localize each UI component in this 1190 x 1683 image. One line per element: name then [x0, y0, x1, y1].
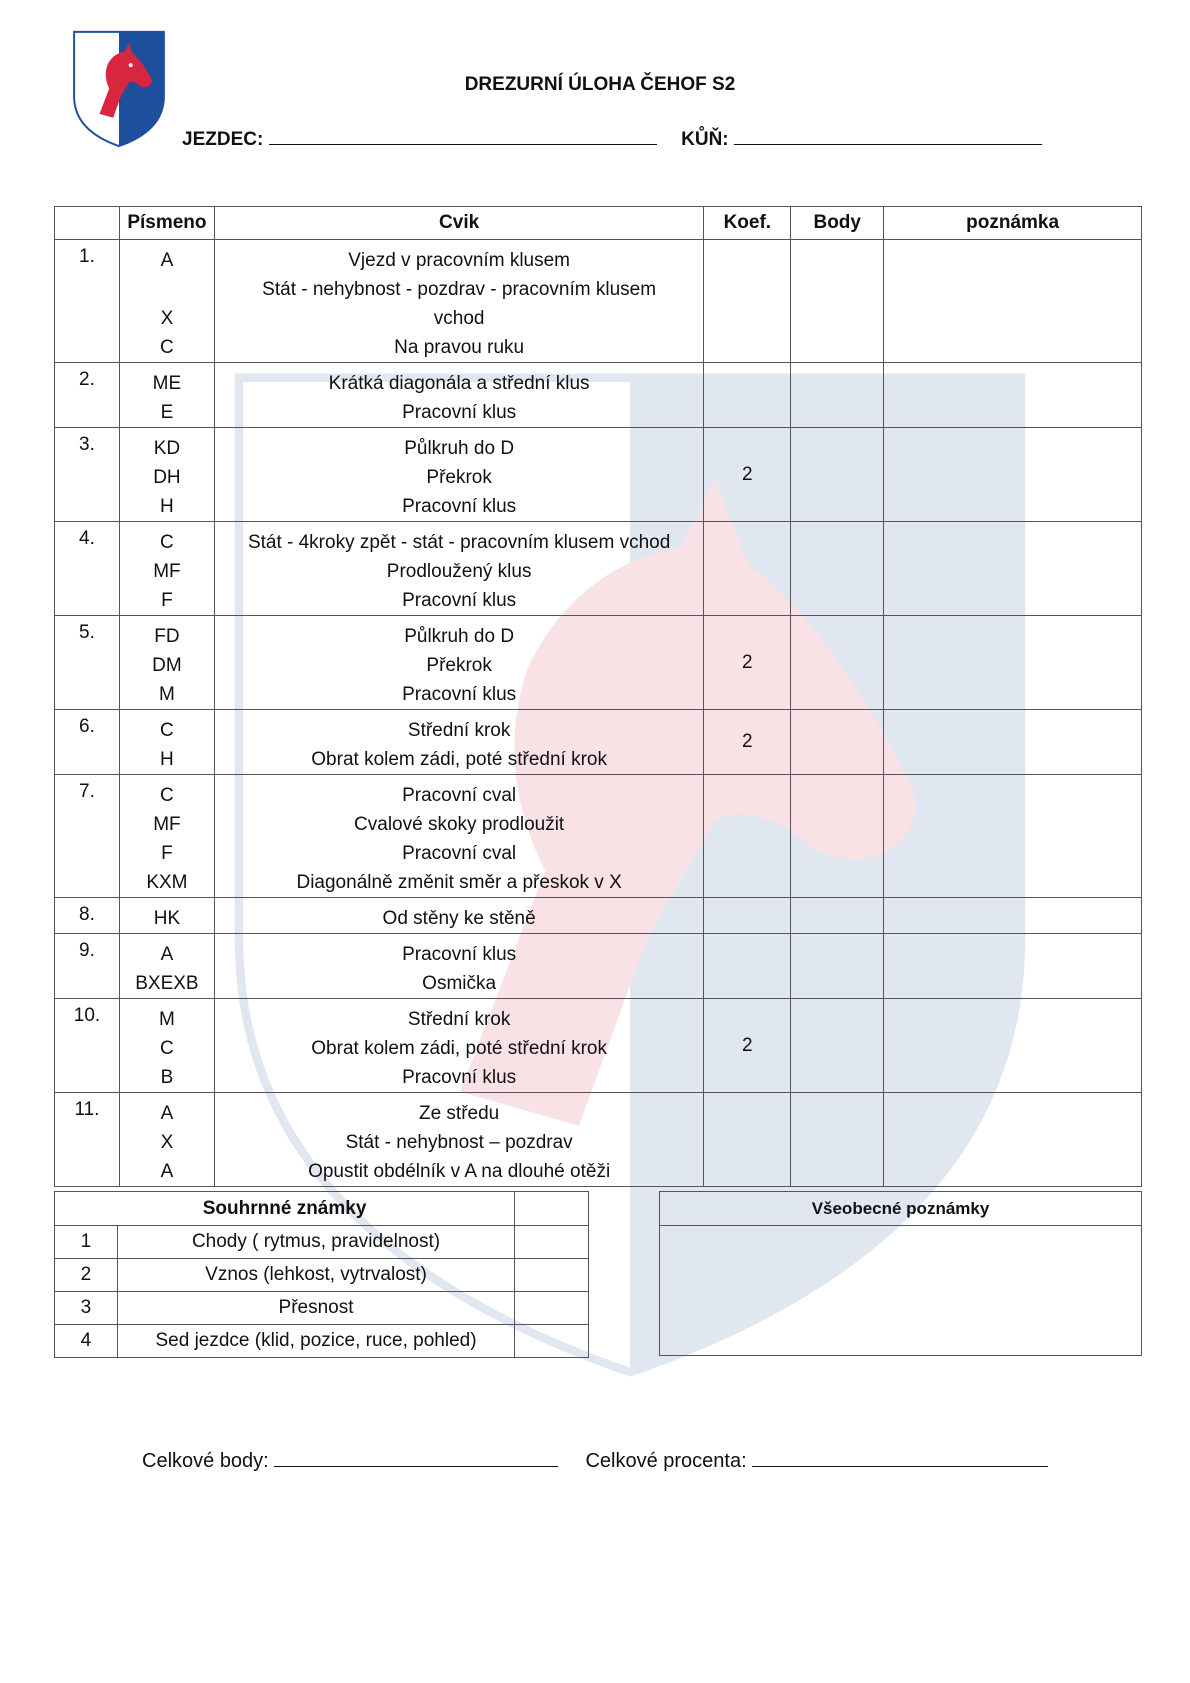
points-field[interactable] [791, 616, 884, 710]
header-exercise: Cvik [214, 207, 703, 240]
arena-letter: H [160, 749, 174, 770]
row-coefficient [704, 775, 791, 898]
arena-letter: DH [153, 467, 181, 488]
points-field[interactable] [791, 775, 884, 898]
row-letters [119, 999, 214, 1093]
row-number: 11. [55, 1093, 120, 1187]
exercise-text: Ze středu [418, 1103, 500, 1124]
table-row [55, 999, 1142, 1093]
row-exercises [214, 934, 703, 999]
note-field[interactable] [884, 240, 1142, 363]
row-exercises [214, 999, 703, 1093]
exercise-text: Stát - nehybnost - pozdrav - pracovním klusem [262, 279, 657, 300]
arena-letter: ME [152, 373, 182, 394]
row-exercises [214, 522, 703, 616]
note-field[interactable] [884, 616, 1142, 710]
arena-letter: M [159, 684, 175, 705]
summary-header-row [55, 1192, 589, 1226]
exercise-text: Pracovní klus [402, 1067, 517, 1088]
arena-letter: F [161, 843, 173, 864]
arena-letter: FD [154, 626, 180, 647]
row-number: 7. [55, 775, 120, 898]
summary-score-field[interactable] [515, 1259, 589, 1292]
arena-letter: H [160, 496, 174, 517]
summary-score-field[interactable] [515, 1292, 589, 1325]
notes-header: Všeobecné poznámky [660, 1192, 1142, 1226]
summary-label: Přesnost [117, 1292, 514, 1325]
exercise-text: Půlkruh do D [404, 438, 515, 459]
exercise-text: Stát - 4kroky zpět - stát - pracovním klusem vchod [247, 532, 671, 553]
exercise-text: Diagonálně změnit směr a přeskok v X [296, 872, 622, 893]
header-note: poznámka [884, 207, 1142, 240]
exercise-text: Obrat kolem zádi, poté střední krok [311, 749, 607, 770]
summary-row [55, 1292, 589, 1325]
row-letters [119, 428, 214, 522]
summary-number: 2 [55, 1259, 118, 1292]
horse-name-field[interactable] [734, 126, 1042, 145]
points-field[interactable] [791, 710, 884, 775]
arena-letter: F [161, 590, 173, 611]
general-notes-field[interactable] [660, 1226, 1142, 1356]
row-number: 9. [55, 934, 120, 999]
horse-label: KŮŇ: [681, 129, 729, 150]
points-field[interactable] [791, 428, 884, 522]
exercise-text: Pracovní klus [402, 684, 517, 705]
points-field[interactable] [791, 522, 884, 616]
arena-letter: E [160, 402, 174, 423]
exercise-text: Na pravou ruku [394, 337, 525, 358]
note-field[interactable] [884, 363, 1142, 428]
row-letters [119, 616, 214, 710]
exercise-text: Vjezd v pracovním klusem [348, 250, 570, 271]
exercise-text: Střední krok [407, 1009, 511, 1030]
exercise-text: Stát - nehybnost – pozdrav [345, 1132, 573, 1153]
summary-label: Chody ( rytmus, pravidelnost) [117, 1226, 514, 1259]
row-number: 6. [55, 710, 120, 775]
arena-letter: A [160, 1161, 174, 1182]
exercise-text: Cvalové skoky prodloužit [354, 814, 565, 835]
exercise-text: Pracovní klus [402, 590, 517, 611]
exercise-text: Překrok [426, 655, 492, 676]
arena-letter: MF [153, 561, 181, 582]
table-row [55, 240, 1142, 363]
table-row [55, 363, 1142, 428]
table-row [55, 775, 1142, 898]
horse-head-shield-icon [70, 28, 168, 150]
total-points-field[interactable] [274, 1448, 558, 1467]
summary-header: Souhrnné známky [55, 1192, 515, 1226]
table-row [55, 616, 1142, 710]
exercise-text: Obrat kolem zádi, poté střední krok [311, 1038, 607, 1059]
notes-table [659, 1191, 1142, 1356]
page-title: DREZURNÍ ÚLOHA ČEHOF S2 [464, 74, 736, 95]
arena-letter: C [160, 532, 174, 553]
row-number: 3. [55, 428, 120, 522]
arena-letter: M [159, 1009, 175, 1030]
exercise-text: Opustit obdélník v A na dlouhé otěži [308, 1161, 611, 1182]
row-coefficient [704, 1093, 791, 1187]
exercise-text: Pracovní klus [402, 944, 517, 965]
exercise-text: Pracovní klus [402, 402, 517, 423]
row-letters [119, 1093, 214, 1187]
rider-name-field[interactable] [269, 126, 657, 145]
arena-letter [120, 275, 214, 304]
exercise-table [54, 206, 1142, 1187]
exercise-text: Od stěny ke stěně [382, 908, 536, 929]
row-number: 8. [55, 898, 120, 934]
row-letters [119, 363, 214, 428]
row-coefficient [704, 363, 791, 428]
arena-letter: A [160, 250, 174, 271]
points-field[interactable] [791, 934, 884, 999]
row-coefficient [704, 934, 791, 999]
row-number: 10. [55, 999, 120, 1093]
table-row [55, 522, 1142, 616]
header-points: Body [791, 207, 884, 240]
exercise-text: Prodloužený klus [386, 561, 532, 582]
row-exercises [214, 710, 703, 775]
arena-letter: B [160, 1067, 174, 1088]
table-row [55, 934, 1142, 999]
row-coefficient [704, 522, 791, 616]
summary-row [55, 1325, 589, 1358]
arena-letter: C [160, 1038, 174, 1059]
rider-label: JEZDEC: [182, 129, 264, 150]
rider-horse-line [182, 126, 1042, 151]
summary-table [54, 1191, 589, 1358]
arena-letter: C [160, 337, 174, 358]
summary-row [55, 1259, 589, 1292]
arena-letter: KXM [146, 872, 188, 893]
points-field[interactable] [791, 999, 884, 1093]
note-field[interactable] [884, 999, 1142, 1093]
summary-number: 3 [55, 1292, 118, 1325]
total-percent-label: Celkové procenta: [585, 1450, 747, 1472]
arena-letter: C [160, 785, 174, 806]
summary-number: 4 [55, 1325, 118, 1358]
row-coefficient [704, 240, 791, 363]
summary-label: Sed jezdce (klid, pozice, ruce, pohled) [117, 1325, 514, 1358]
exercise-text: Střední krok [407, 720, 511, 741]
summary-label: Vznos (lehkost, vytrvalost) [117, 1259, 514, 1292]
exercise-text: Pracovní cval [402, 785, 517, 806]
row-number: 1. [55, 240, 120, 363]
table-row [55, 1093, 1142, 1187]
row-coefficient: 2 [704, 616, 791, 710]
row-exercises [214, 363, 703, 428]
table-row [55, 428, 1142, 522]
exercise-text: Překrok [426, 467, 492, 488]
row-exercises [214, 775, 703, 898]
row-number: 5. [55, 616, 120, 710]
row-coefficient: 2 [704, 999, 791, 1093]
row-number: 2. [55, 363, 120, 428]
row-number: 4. [55, 522, 120, 616]
arena-letter: BXEXB [135, 973, 199, 994]
arena-letter: KD [153, 438, 181, 459]
points-field[interactable] [791, 363, 884, 428]
row-coefficient: 2 [704, 710, 791, 775]
table-header-row [55, 207, 1142, 240]
arena-letter: HK [153, 908, 181, 929]
arena-letter: X [160, 308, 174, 329]
row-exercises [214, 428, 703, 522]
row-letters [119, 240, 214, 363]
exercise-text: vchod [433, 308, 485, 329]
note-field[interactable] [884, 428, 1142, 522]
row-coefficient: 2 [704, 428, 791, 522]
row-letters [119, 522, 214, 616]
summary-score-field[interactable] [515, 1226, 589, 1259]
row-exercises [214, 616, 703, 710]
arena-letter: A [160, 944, 174, 965]
arena-letter: A [160, 1103, 174, 1124]
row-letters [119, 775, 214, 898]
row-letters [119, 934, 214, 999]
exercise-text: Půlkruh do D [404, 626, 515, 647]
exercise-text: Osmička [422, 973, 497, 994]
arena-letter: MF [153, 814, 181, 835]
summary-number: 1 [55, 1226, 118, 1259]
totals-line [142, 1448, 1048, 1473]
arena-letter: C [160, 720, 174, 741]
arena-letter: X [160, 1132, 174, 1153]
points-field[interactable] [791, 898, 884, 934]
summary-score-field[interactable] [515, 1325, 589, 1358]
row-exercises [214, 898, 703, 934]
arena-letter: DM [152, 655, 182, 676]
note-field[interactable] [884, 1093, 1142, 1187]
note-field[interactable] [884, 934, 1142, 999]
row-letters [119, 710, 214, 775]
exercise-text: Pracovní klus [402, 496, 517, 517]
points-field[interactable] [791, 240, 884, 363]
table-row [55, 898, 1142, 934]
total-percent-field[interactable] [752, 1448, 1048, 1467]
header-num [55, 207, 120, 240]
header-coefficient: Koef. [704, 207, 791, 240]
points-field[interactable] [791, 1093, 884, 1187]
exercise-text: Pracovní cval [402, 843, 517, 864]
total-points-label: Celkové body: [142, 1450, 269, 1472]
row-exercises [214, 240, 703, 363]
row-coefficient [704, 898, 791, 934]
summary-row [55, 1226, 589, 1259]
note-field[interactable] [884, 898, 1142, 934]
summary-score-header [515, 1192, 589, 1226]
row-letters [119, 898, 214, 934]
exercise-text: Krátká diagonála a střední klus [328, 373, 590, 394]
row-exercises [214, 1093, 703, 1187]
note-field[interactable] [884, 710, 1142, 775]
note-field[interactable] [884, 522, 1142, 616]
table-row [55, 710, 1142, 775]
header-letter: Písmeno [119, 207, 214, 240]
note-field[interactable] [884, 775, 1142, 898]
